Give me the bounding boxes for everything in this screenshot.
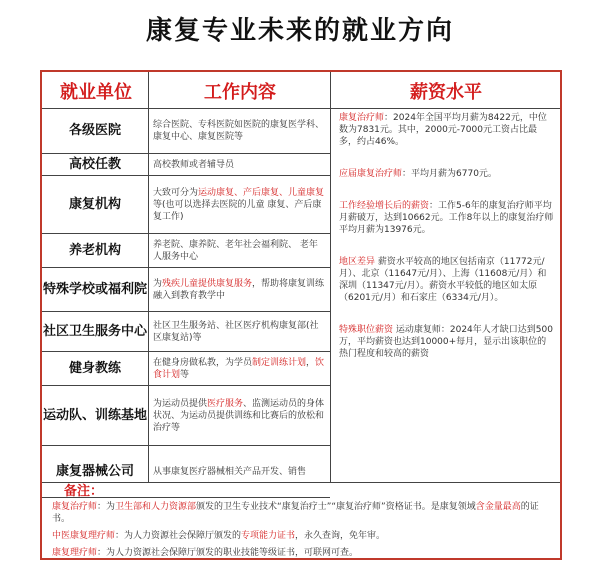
pay-block-text: 薪资水平较高的地区包括南京（11772元/月）、北京（11647元/月）、上海（11608元/月）和深圳（11347元/月）。薪资水平较低的地区如太原（6201元/月）和石家庄（6334元/月）。 [339, 257, 547, 303]
pay-block-text: 工作经验增长后的薪资 [339, 201, 430, 211]
note-item-text: 专项能力证书 [241, 531, 296, 541]
work-description-text: 饮食计划 [153, 357, 325, 380]
pay-block-text: ：2024年全国平均月薪为8422元，中位数为7831元。其中，2000元-7000元工资占比最多，约占46%。 [339, 113, 547, 147]
pay-block [339, 200, 554, 236]
work-description [150, 154, 328, 175]
table-row [42, 352, 330, 386]
table-row [42, 154, 330, 176]
work-description-text: 、监测运动员的身体状况、为运动员提供训练和比赛后的放松和治疗等 [153, 398, 325, 433]
work-description-text: 大致可分为 [153, 187, 199, 198]
work-description [150, 234, 328, 267]
notes-section [42, 482, 560, 558]
work-description-text: 从事康复医疗器械相关产品开发、销售 [153, 466, 307, 477]
unit-name: 社区卫生服务中心 [42, 324, 147, 339]
pay-block [339, 256, 554, 304]
note-item-text: ：为 [97, 502, 116, 512]
note-item [52, 547, 550, 559]
notes-list [52, 501, 550, 559]
note-item-text: ：为人力资源社会保障厅颁发的职业技能等级证书，可联网可查。 [97, 548, 359, 558]
work-description-text: ， [306, 357, 316, 368]
work-description-text: 为运动员提供 [153, 398, 208, 409]
note-item-text: ：为人力资源社会保障厅颁发的 [115, 531, 242, 541]
work-description-text: 社区卫生服务站、社区医疗机构康复部(社区康复站)等 [153, 320, 319, 343]
work-description [150, 386, 328, 445]
work-description-text: 医疗服务 [207, 398, 244, 409]
note-item [52, 530, 550, 542]
work-description-text: 在健身房做私教，为学员 [153, 357, 253, 368]
work-description-text: 等(也可以选择去医院的儿童 康复、产后康复工作) [153, 199, 322, 222]
work-description-text: 运动康复、产后康复、儿童康复 [198, 187, 325, 198]
table-row [42, 108, 330, 154]
unit-name: 养老机构 [68, 243, 121, 258]
page-title: 康复专业未来的就业方向 [145, 16, 454, 46]
table-row [42, 312, 330, 352]
note-item-text: 的证书。 [52, 502, 539, 524]
pay-block-text: 康复治疗师 [339, 113, 385, 123]
note-item [52, 501, 550, 525]
header-pay: 薪资水平 [410, 82, 482, 103]
work-description-text: 综合医院、专科医院如医院的康复医学科、康复中心、康复医院等 [153, 119, 325, 142]
work-description-text: 为 [153, 278, 163, 289]
unit-name: 康复机构 [68, 197, 121, 212]
note-item-text: 康复治疗师 [52, 502, 98, 512]
pay-block-text: 特殊职位薪资 [339, 325, 394, 335]
note-item-text: 卫生部和人力资源部 [115, 502, 197, 512]
unit-name: 康复器械公司 [55, 464, 134, 479]
pay-block [339, 168, 554, 180]
unit-name: 健身教练 [68, 361, 121, 376]
table-row [42, 268, 330, 312]
unit-name: 高校任教 [68, 157, 121, 172]
pay-block-text: 应届康复治疗师 [339, 169, 403, 179]
work-description-text: 养老院、康养院、老年社会福利院、 老年人服务中心 [153, 239, 318, 262]
notes-title: 备注： [64, 484, 104, 499]
pay-block-text: ：平均月薪为6770元。 [402, 169, 497, 179]
header-work: 工作内容 [204, 82, 276, 103]
work-description [150, 176, 328, 233]
unit-name: 运动队、训练基地 [42, 408, 147, 423]
work-description [150, 268, 328, 311]
work-description [150, 312, 328, 351]
note-item-text: 中医康复理疗师 [52, 531, 116, 541]
work-description [150, 352, 328, 385]
work-description [150, 108, 328, 153]
work-description-text: 等 [180, 369, 190, 380]
note-item-text: 含金量最高 [475, 502, 521, 512]
pay-block-text: ：工作5-6年的康复治疗师平均月薪破万，达到10662元。工作8年以上的康复治疗师平均月薪为13976元。 [339, 201, 554, 235]
note-item-text: 康复理疗师 [52, 548, 98, 558]
unit-name: 特殊学校或福利院 [42, 282, 147, 297]
note-item-text: 颁发的卫生专业技术“康复治疗士”“康复治疗师”资格证书。是康复领域 [196, 502, 476, 512]
work-description-text: 残疾儿童提供康复服务 [162, 278, 253, 289]
note-item-text: ，永久查询，免年审。 [295, 531, 386, 541]
pay-block [339, 112, 554, 148]
career-table [40, 70, 562, 560]
unit-name: 各级医院 [68, 123, 121, 138]
column-divider [330, 72, 331, 482]
pay-block-text: 地区差异 [339, 257, 376, 267]
work-description-text: ，帮助将康复训练融入到教育教学中 [153, 278, 325, 301]
pay-column [333, 108, 560, 482]
work-description-text: 高校教师或者辅导员 [153, 159, 235, 170]
table-row [42, 176, 330, 234]
table-header [42, 72, 560, 109]
pay-block [339, 324, 554, 360]
header-unit: 就业单位 [60, 82, 132, 103]
pay-block-text: 运动康复师：2024年人才缺口达到500万，平均薪资也达到10000+每月，显示出该职位的热门程度和较高的薪资 [339, 325, 553, 359]
table-row [42, 234, 330, 268]
work-description-text: 制定训练计划 [252, 357, 307, 368]
table-row [42, 386, 330, 446]
